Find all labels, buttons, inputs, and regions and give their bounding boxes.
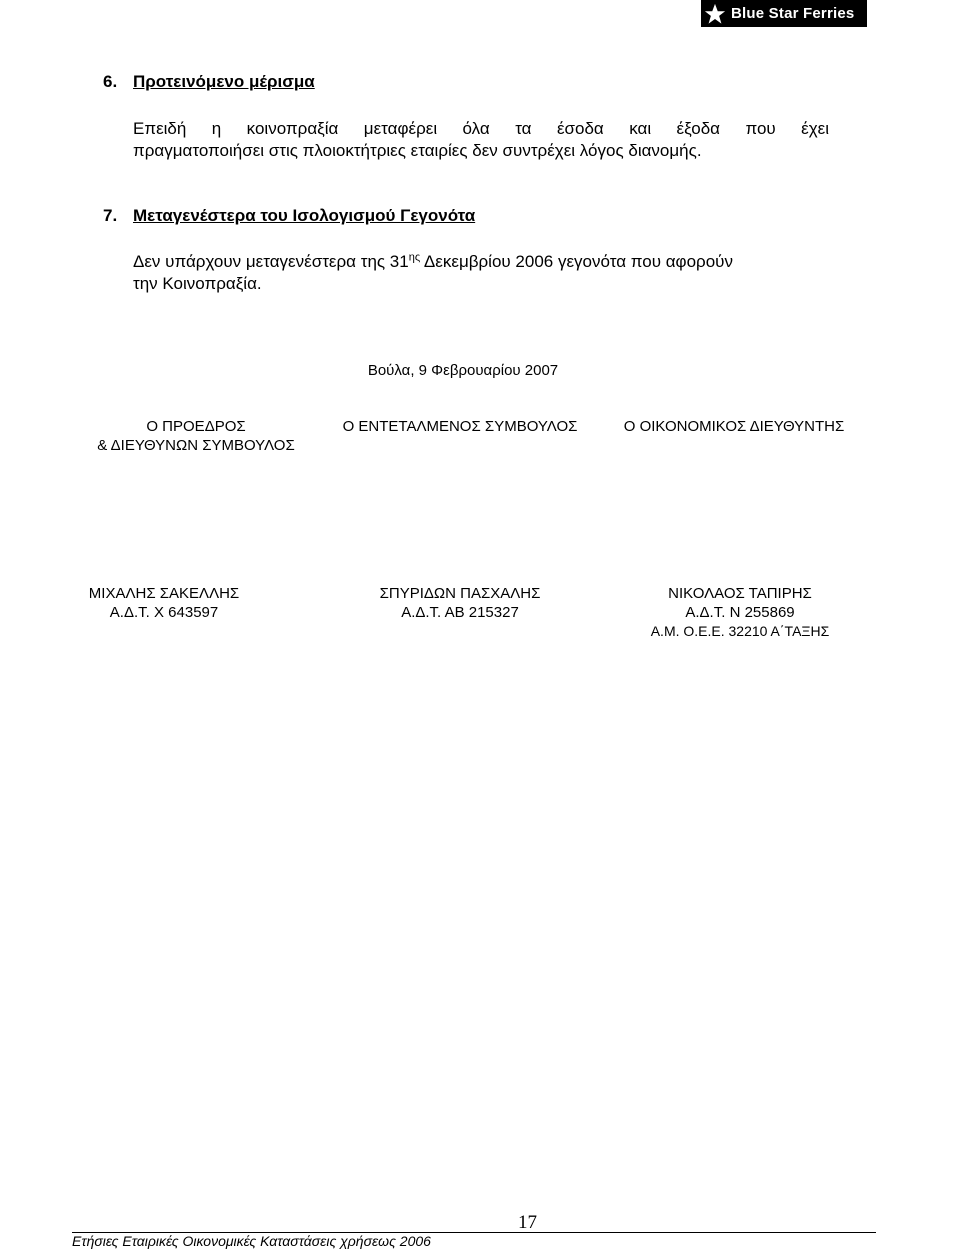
signatory-registration: Α.Μ. Ο.Ε.Ε. 32210 Α΄ΤΑΞΗΣ — [650, 623, 830, 639]
place-date: Βούλα, 9 Φεβρουαρίου 2007 — [367, 362, 559, 379]
signatory-block — [350, 584, 570, 622]
role-line: & ΔΙΕΥΘΥΝΩΝ ΣΥΜΒΟΥΛΟΣ — [97, 437, 295, 454]
signatory-role — [604, 417, 864, 436]
star-icon — [704, 3, 726, 25]
section-6-number: 6. — [103, 72, 118, 91]
signatory-id: Α.Δ.Τ. Χ 643597 — [109, 604, 219, 621]
signatory-name: ΣΠΥΡΙΔΩΝ ΠΑΣΧΑΛΗΣ — [379, 585, 541, 602]
text-fragment: Δεν υπάρχουν μεταγενέστερα της 31 — [133, 252, 409, 271]
section-7-text-line2: την Κοινοπραξία. — [133, 274, 262, 293]
signatory-name: ΝΙΚΟΛΑΟΣ ΤΑΠΙΡΗΣ — [668, 585, 812, 602]
role-line: Ο ΠΡΟΕΔΡΟΣ — [146, 418, 246, 435]
ordinal-suffix: ης — [408, 251, 421, 264]
signatory-role — [322, 417, 598, 436]
logo-text: Blue Star Ferries — [731, 5, 855, 22]
section-7-number: 7. — [103, 206, 118, 225]
signatory-name: ΜΙΧΑΛΗΣ ΣΑΚΕΛΛΗΣ — [88, 585, 240, 602]
role-line: Ο ΕΝΤΕΤΑΛΜΕΝΟΣ ΣΥΜΒΟΥΛΟΣ — [342, 418, 578, 435]
company-logo — [701, 0, 867, 27]
section-7-title: Μεταγενέστερα του Ισολογισμού Γεγονότα — [133, 206, 476, 225]
signatory-block — [62, 584, 266, 622]
signatory-id: Α.Δ.Τ. ΑΒ 215327 — [401, 604, 519, 621]
footer-text: Ετήσιες Εταιρικές Οικονομικές Καταστάσεις χρήσεως 2006 — [72, 1233, 431, 1249]
section-6-text-line2: πραγματοποιήσει στις πλοιοκτήτριες εταιρίες δεν συντρέχει λόγος διανομής. — [133, 141, 702, 160]
signatory-block — [630, 584, 850, 641]
role-line: Ο ΟΙΚΟΝΟΜΙΚΟΣ ΔΙΕΥΘΥΝΤΗΣ — [623, 418, 845, 435]
signatory-role — [80, 417, 312, 455]
section-7-text-line1 — [133, 251, 733, 273]
text-fragment: Δεκεμβρίου 2006 γεγονότα που αφορούν — [420, 252, 733, 271]
section-6-title: Προτεινόμενο μέρισμα — [133, 72, 315, 91]
section-6-text-line1: Επειδή η κοινοπραξία μεταφέρει όλα τα έσοδα και έξοδα που έχει — [133, 119, 829, 138]
signatory-id: Α.Δ.Τ. Ν 255869 — [685, 604, 795, 621]
page-number: 17 — [518, 1212, 537, 1233]
